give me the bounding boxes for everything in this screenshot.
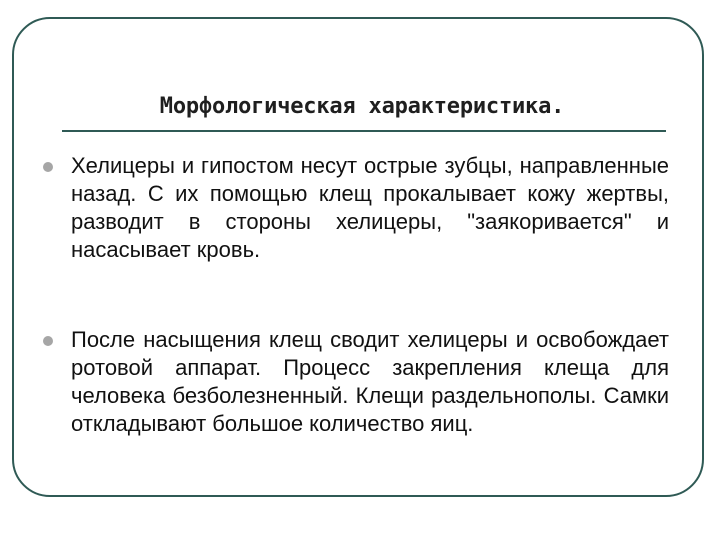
- bullet-text: Хелицеры и гипостом несут острые зубцы, направленные назад. С их помощью клещ прокалывает кожу жертвы, разводит в стороны хелицеры, "заякоривается" и насасывает кровь.: [71, 153, 669, 262]
- slide-title: Морфологическая характеристика.: [159, 94, 565, 119]
- bullet-dot-icon: [43, 336, 53, 346]
- bullet-text: После насыщения клещ сводит хелицеры и освобождает ротовой аппарат. Процесс закрепления клеща для человека безболезненный. Клещи раздельнополы. Самки откладывают большое количество яиц.: [71, 327, 669, 436]
- bullet-dot-icon: [43, 162, 53, 172]
- title-underline: [62, 130, 666, 132]
